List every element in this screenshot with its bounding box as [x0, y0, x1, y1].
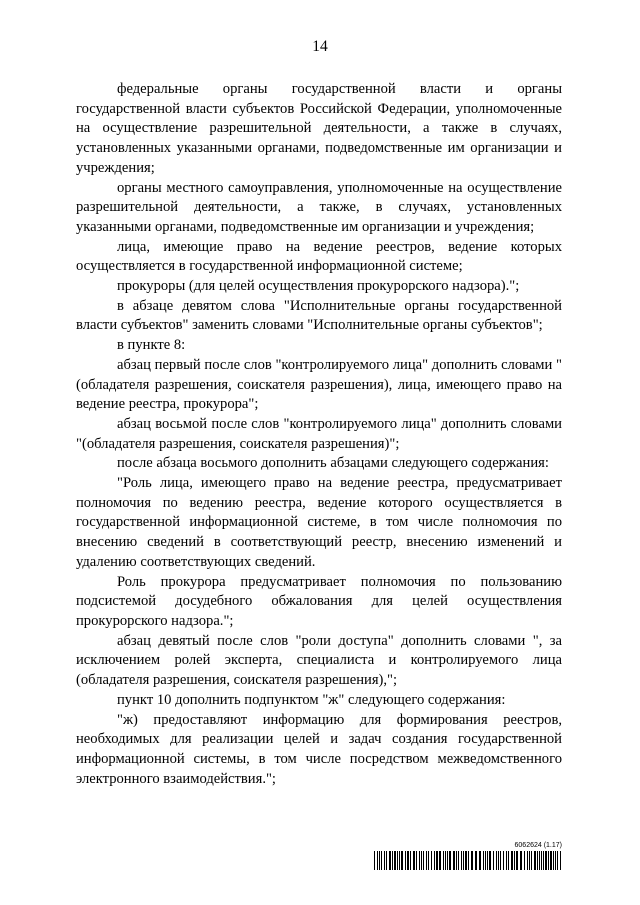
paragraph-prosecutors: прокуроры (для целей осуществления прокурорского надзора)."; [117, 278, 520, 295]
paragraph-ninth-abzac: в абзаце девятом слова "Исполнительные органы государственной власти субъектов" заменить словами "Исполнительные органы субъектов"; [76, 297, 562, 334]
barcode [374, 851, 562, 870]
paragraph-point-8: в пункте 8: [117, 337, 186, 354]
paragraph-federal-bodies: федеральные органы государственной власти и органы государственной власти субъектов Российской Федерации, уполномоченные на осуществление разрешительной деятельности, а также в случаях, установленных указанными органами, подведомственные им организации и учреждения; [76, 81, 562, 176]
document-body [76, 80, 562, 789]
page-number: 14 [312, 38, 328, 55]
paragraph-local-self-government: органы местного самоуправления, уполномоченные на осуществление разрешительной деятельности, а также, в случаях, установленных указанными органами, подведомственные им организации и учреждения; [76, 179, 562, 235]
paragraph-first-abzac: абзац первый после слов "контролируемого лица" дополнить словами "(обладателя разрешения, соискателя разрешения), лица, имеющего право на ведение реестра, прокурора"; [76, 356, 562, 413]
paragraph-registry-persons: лица, имеющие право на ведение реестров, ведение которых осуществляется в государственной информационной системе; [76, 238, 562, 275]
paragraph-point-10: пункт 10 дополнить подпунктом "ж" следующего содержания: [117, 691, 506, 708]
paragraph-registry-role: "Роль лица, имеющего право на ведение реестра, предусматривает полномочия по ведению реестра, ведение которого осуществляется в государственной информационной системе, в том числе полномочия по внесению сведений в соответствующий реестр, внесению изменений и удалению соответствующих сведений. [76, 475, 562, 570]
document-code: 6062624 (1.17) [514, 842, 562, 849]
paragraph-prosecutor-role: Роль прокурора предусматривает полномочия по пользованию подсистемой досудебного обжалования для целей осуществления прокурорского надзора."; [76, 573, 562, 629]
paragraph-eighth-abzac: абзац восьмой после слов "контролируемого лица" дополнить словами "(обладателя разрешения, соискателя разрешения)"; [76, 415, 562, 452]
paragraph-subpoint-zh: "ж) предоставляют информацию для формирования реестров, необходимых для реализации целей и задач создания государственной информационной системы, в том числе посредством межведомственного электронного взаимодействия."; [76, 711, 562, 787]
paragraph-after-eighth: после абзаца восьмого дополнить абзацами следующего содержания: [117, 455, 549, 472]
paragraph-ninth-access-roles: абзац девятый после слов "роли доступа" дополнить словами ", за исключением ролей эксперта, специалиста и контролируемого лица (обладателя разрешения, соискателя разрешения),"; [76, 632, 562, 689]
